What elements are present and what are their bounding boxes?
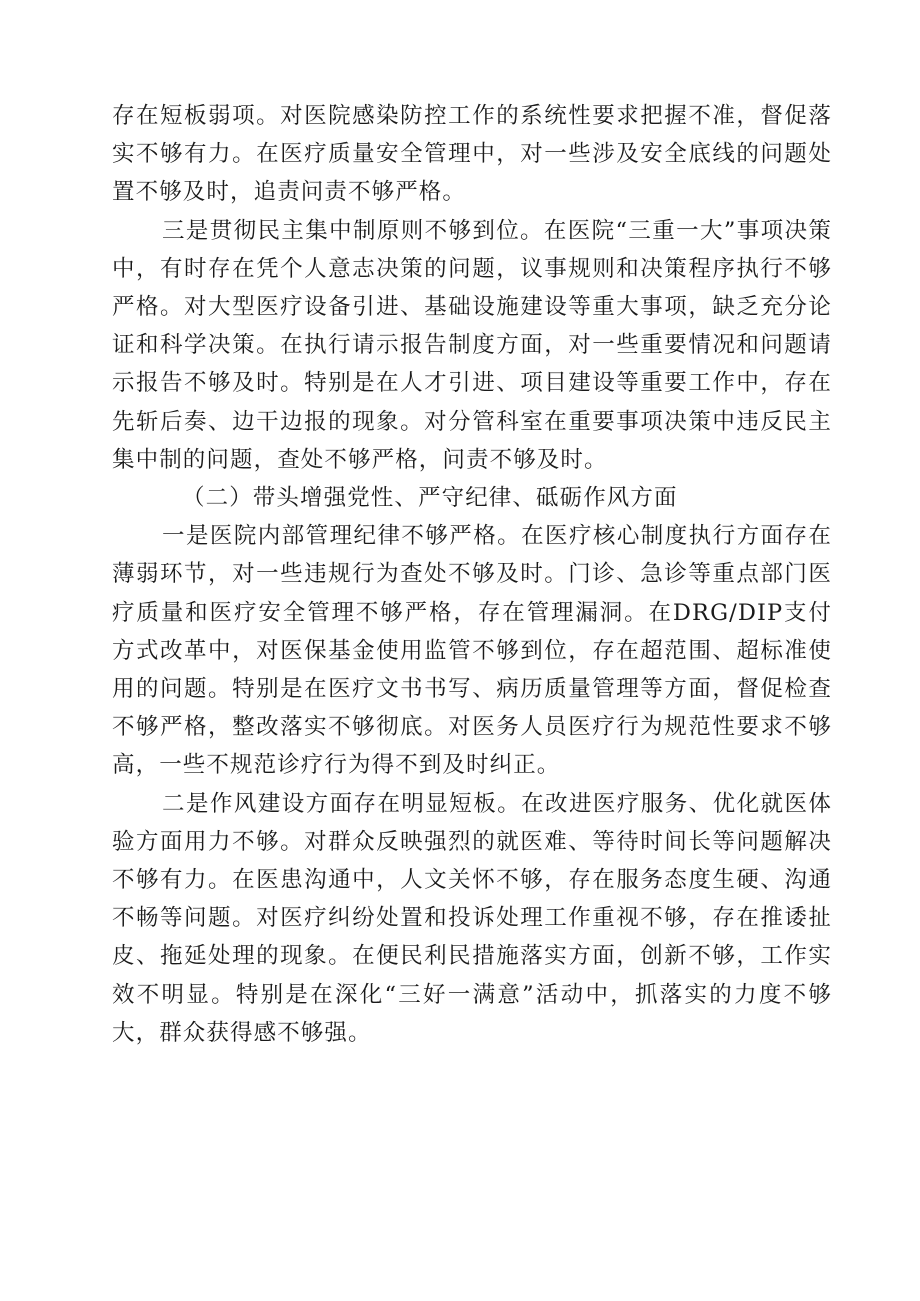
paragraph-work-style: 二是作风建设方面存在明显短板。在改进医疗服务、优化就医体验方面用力不够。对群众反映强烈的就医难、等待时间长等问题解决不够有力。在医患沟通中，人文关怀不够，存在服务态度生硬、沟通不畅等问题。对医疗纠纷处置和投诉处理工作重视不够，存在推诿扯皮、拖延处理的现象。在便民利民措施落实方面，创新不够，工作实效不明显。特别是在深化“三好一满意”活动中，抓落实的力度不够大，群众获得感不够强。 xyxy=(112,790,832,1046)
paragraph-democratic-centralism: 三是贯彻民主集中制原则不够到位。在医院“三重一大”事项决策中，有时存在凭个人意志决策的问题，议事规则和决策程序执行不够严格。对大型医疗设备引进、基础设施建设等重大事项，缺乏充分论证和科学决策。在执行请示报告制度方面，对一些重要情况和问题请示报告不够及时。特别是在人才引进、项目建设等重要工作中，存在先斩后奏、边干边报的现象。对分管科室在重要事项决策中违反民主集中制的问题，查处不够严格，问责不够及时。 xyxy=(112,217,832,473)
paragraph-continuation: 存在短板弱项。对医院感染防控工作的系统性要求把握不准，督促落实不够有力。在医疗质量安全管理中，对一些涉及安全底线的问题处置不够及时，追责问责不够严格。 xyxy=(112,103,832,206)
section-heading: （二）带头增强党性、严守纪律、砥砺作风方面 xyxy=(182,485,678,512)
document-body xyxy=(112,97,832,1052)
paragraph-internal-discipline: 一是医院内部管理纪律不够严格。在医疗核心制度执行方面存在薄弱环节，对一些违规行为查处不够及时。门诊、急诊等重点部门医疗质量和医疗安全管理不够严格，存在管理漏洞。在DRG/DIP支付方式改革中，对医保基金使用监管不够到位，存在超范围、超标准使用的问题。特别是在医疗文书书写、病历质量管理等方面，督促检查不够严格，整改落实不够彻底。对医务人员医疗行为规范性要求不够高，一些不规范诊疗行为得不到及时纠正。 xyxy=(112,523,832,779)
